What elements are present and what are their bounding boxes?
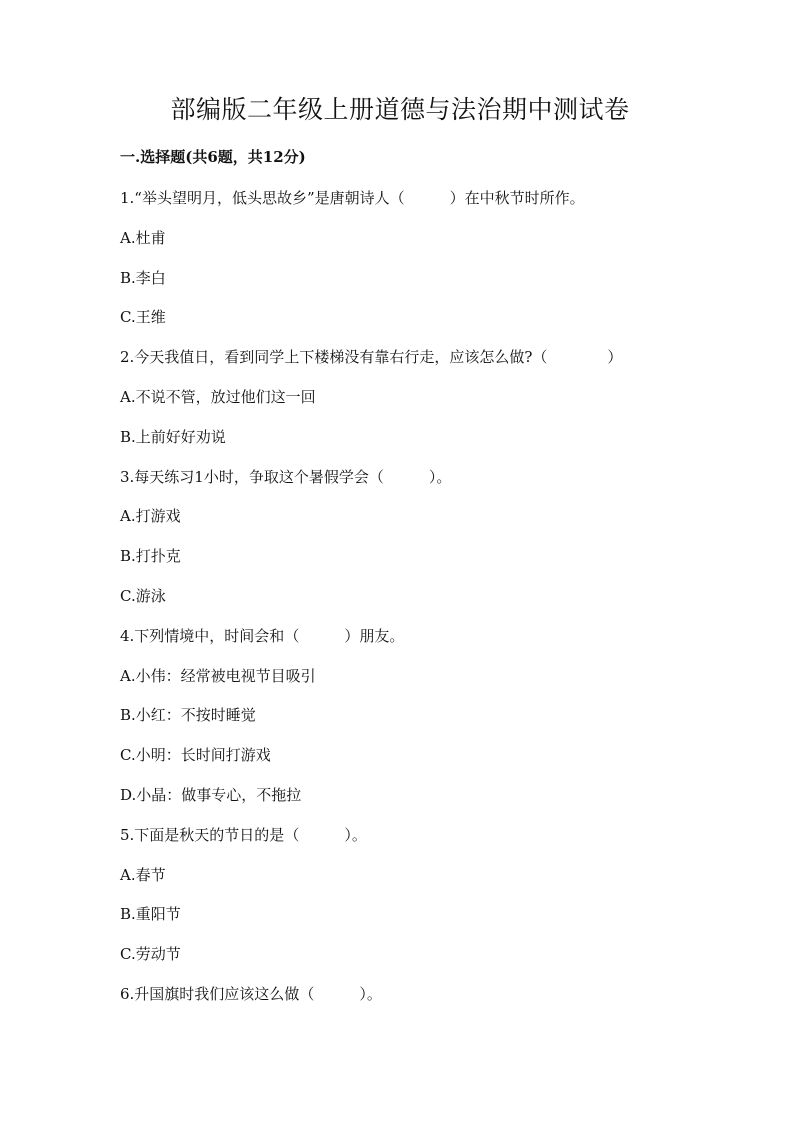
- option-3c: C.游泳: [120, 586, 166, 605]
- option-5c: C.劳动节: [120, 945, 181, 964]
- option-5b: B.重阳节: [120, 905, 181, 924]
- option-1a: A.杜甫: [120, 228, 166, 247]
- option-2a: A.不说不管，放过他们这一回: [120, 387, 316, 406]
- question-list: [120, 186, 700, 1022]
- question-5: 5.下面是秋天的节日的是（ ）。: [120, 825, 367, 844]
- question-2: 2.今天我值日，看到同学上下楼梯没有靠右行走，应该怎么做?（ ）: [120, 348, 623, 367]
- option-4d: D.小晶：做事专心，不拖拉: [120, 785, 302, 804]
- option-5a: A.春节: [120, 865, 166, 884]
- option-1b: B.李白: [120, 268, 166, 287]
- option-4b: B.小红：不按时睡觉: [120, 706, 256, 725]
- page-title: 部编版二年级上册道德与法治期中测试卷: [170, 95, 630, 124]
- question-6: 6.升国旗时我们应该这么做（ ）。: [120, 984, 382, 1003]
- question-3: 3.每天练习1小时，争取这个暑假学会（ ）。: [120, 467, 452, 486]
- question-1: 1.“举头望明月，低头思故乡”是唐朝诗人（ ）在中秋节时所作。: [120, 189, 585, 207]
- option-3b: B.打扑克: [120, 547, 181, 566]
- section-heading: 一.选择题(共6题，共12分): [120, 148, 306, 166]
- option-4c: C.小明：长时间打游戏: [120, 746, 271, 765]
- option-3a: A.打游戏: [120, 507, 181, 526]
- option-4a: A.小伟：经常被电视节目吸引: [120, 666, 316, 685]
- question-4: 4.下列情境中，时间会和（ ）朋友。: [120, 626, 405, 645]
- option-2b: B.上前好好劝说: [120, 427, 226, 446]
- option-1c: C.王维: [120, 308, 166, 327]
